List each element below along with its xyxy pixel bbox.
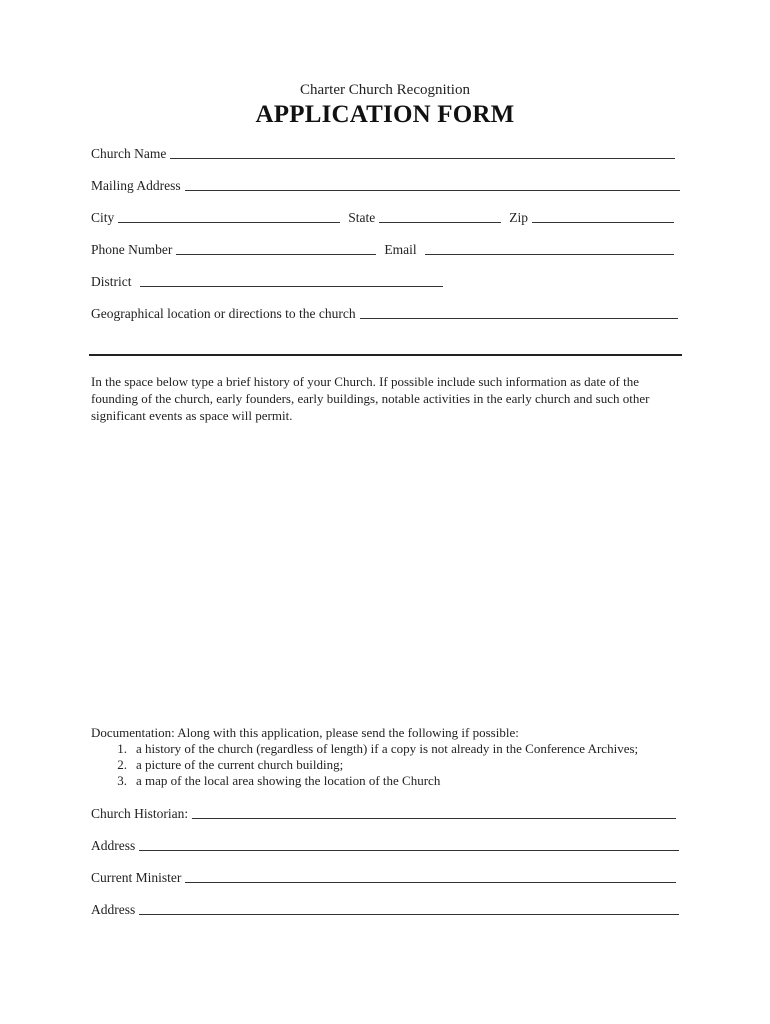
phone-email-row (91, 238, 674, 258)
documentation-item (91, 741, 681, 757)
mailing-address-row (91, 174, 680, 194)
historian-address-field[interactable] (139, 850, 679, 851)
geo-location-label: Geographical location or directions to the church (91, 306, 356, 321)
historian-address-row (91, 834, 679, 854)
documentation-item-number: 1. (117, 741, 127, 756)
documentation-item (91, 773, 681, 789)
minister-address-field[interactable] (139, 914, 679, 915)
church-historian-label: Church Historian: (91, 806, 189, 821)
city-label: City (91, 210, 115, 225)
church-name-field[interactable] (170, 158, 675, 159)
history-instructions: In the space below type a brief history of your Church. If possible include such information as date of the founding of the church, early founders, early buildings, notable activities in the early church and such other significant events as space will permit. (91, 374, 650, 423)
documentation-section (91, 725, 681, 789)
form-subtitle: Charter Church Recognition (300, 82, 470, 98)
church-name-label: Church Name (91, 146, 167, 161)
current-minister-field[interactable] (185, 882, 676, 883)
district-field[interactable] (140, 286, 444, 287)
documentation-item-number: 2. (117, 757, 127, 772)
documentation-intro: Documentation: Along with this application, please send the following if possible: (91, 725, 519, 740)
geo-location-row (91, 302, 678, 322)
city-field[interactable] (118, 222, 340, 223)
minister-address-row (91, 898, 679, 918)
church-historian-field[interactable] (192, 818, 676, 819)
zip-field[interactable] (532, 222, 674, 223)
phone-number-label: Phone Number (91, 242, 173, 257)
current-minister-row (91, 866, 676, 886)
phone-number-field[interactable] (176, 254, 376, 255)
email-field[interactable] (425, 254, 674, 255)
documentation-item-text: a history of the church (regardless of length) if a copy is not already in the Conference Archives; (136, 741, 639, 756)
email-label: Email (384, 242, 417, 257)
documentation-item-text: a map of the local area showing the location of the Church (136, 773, 441, 788)
section-divider (89, 354, 682, 356)
church-name-row (91, 142, 675, 162)
documentation-item (91, 757, 681, 773)
state-label: State (348, 210, 376, 225)
current-minister-label: Current Minister (91, 870, 182, 885)
state-field[interactable] (379, 222, 501, 223)
church-historian-row (91, 802, 676, 822)
mailing-address-field[interactable] (185, 190, 680, 191)
mailing-address-label: Mailing Address (91, 178, 181, 193)
district-label: District (91, 274, 132, 289)
zip-label: Zip (509, 210, 529, 225)
documentation-item-number: 3. (117, 773, 127, 788)
geo-location-field[interactable] (360, 318, 678, 319)
city-state-zip-row (91, 206, 674, 226)
historian-address-label: Address (91, 838, 136, 853)
form-title: APPLICATION FORM (255, 101, 515, 128)
district-row (91, 270, 443, 290)
minister-address-label: Address (91, 902, 136, 917)
documentation-item-text: a picture of the current church building; (136, 757, 344, 772)
